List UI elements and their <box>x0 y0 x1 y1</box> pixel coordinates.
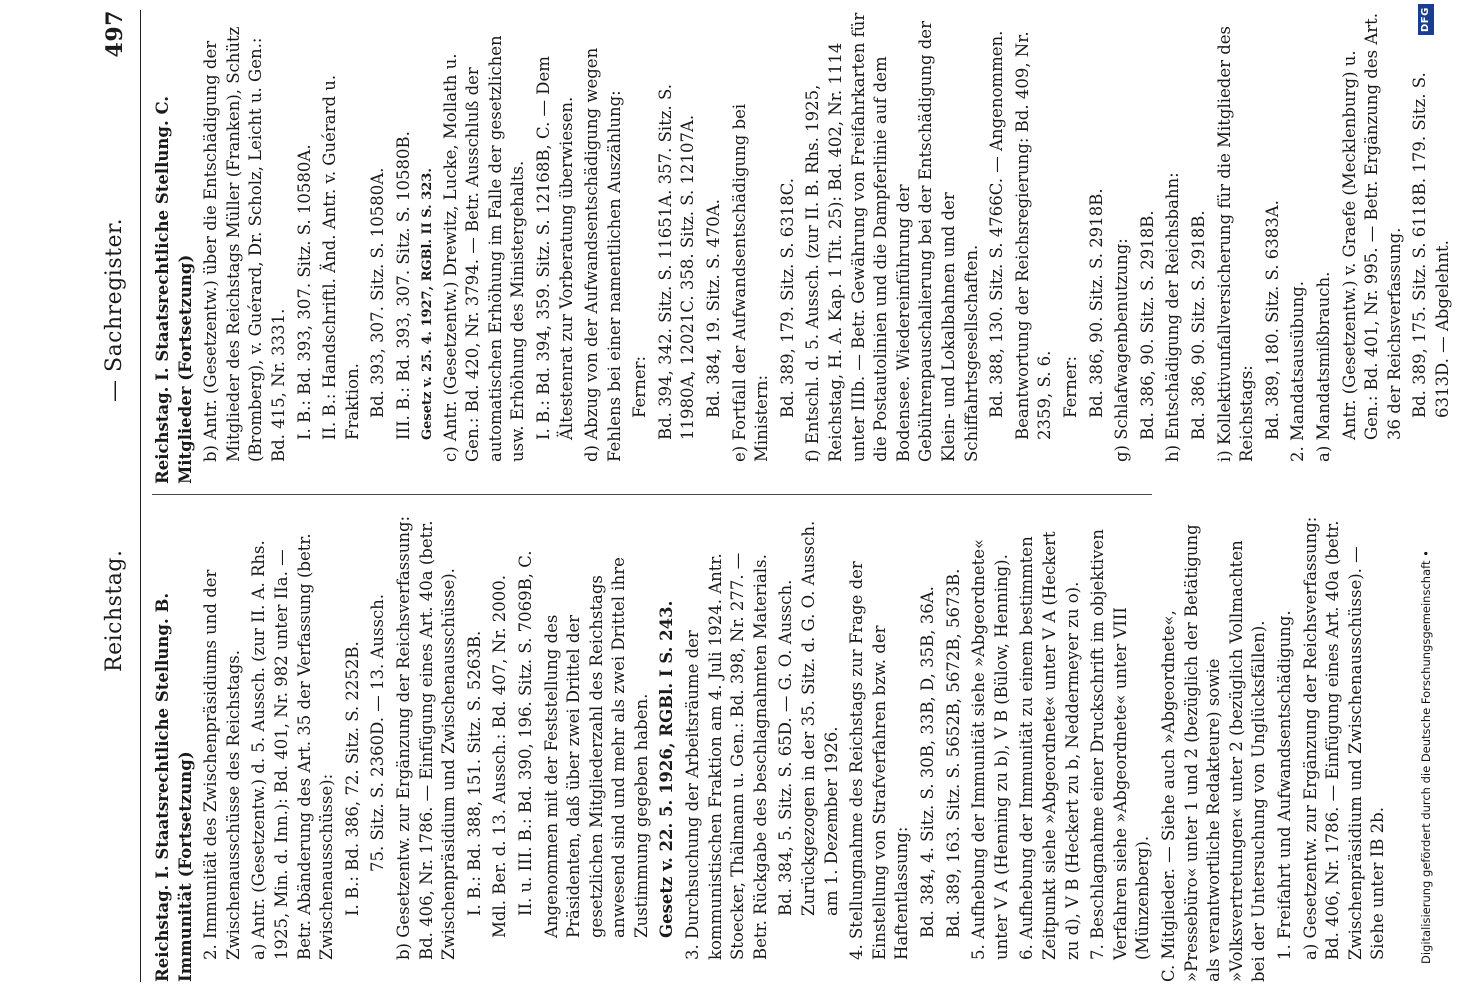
register-entry: Reichstag. I. Staatsrechtliche Stellung. B. Immunität (Fortsetzung) <box>153 592 195 982</box>
register-entry: 75. Sitz. S. 2360D. — 13. Aussch. <box>368 593 388 872</box>
register-entry: f) Entschl. d. 5. Aussch. (zur II. B. Rhs. 1925, Reichstag, H. A. Kap. 1 Tit. 25): Bd. 402, Nr. 1114 unter IIIb. — Betr. Gewährung von Freifahrkarten für die Postautolinien und die Dampferlinie auf dem Bodensee. Wiedereinführung der Gebührenpauschalierung bei der Entschädigung der Klein- und Lokalbahnen und der Schiffahrtsgesellschaften. <box>803 12 981 462</box>
register-entry: Antr. (Gesetzentw.) v. Graefe (Mecklenburg) u. Gen.: Bd. 401, Nr. 995. — Betr. Ergänzung des Art. 36 der Reichsverfassung. <box>1339 12 1404 440</box>
register-entry: Angenommen mit der Feststellung des Präsidenten, daß über zwei Drittel der gesetzlichen Mitgliederzahl des Reichstags anwesend sind und mehr als zwei Drittel ihre Zustimmung gegeben haben. <box>541 557 651 938</box>
register-entry: II. B.: Handschriftl. Änd. Antr. v. Guérard u. Fraktion. <box>320 74 362 440</box>
register-entry: 3. Durchsuchung der Arbeitsräume der kommunistischen Fraktion am 4. Juli 1924. Antr. Stoecker, Thälmann u. Gen.: Bd. 398, Nr. 277. — Betr. Rückgabe des beschlagnahmten Materials. <box>683 552 770 960</box>
register-entry: Bd. 388, 130. Sitz. S. 4766C. — Angenommen. <box>987 30 1007 418</box>
register-entry: Bd. 389, 163. Sitz. S. 5652B, 5672B, 5673B. <box>943 568 963 938</box>
register-entry: b) Antr. (Gesetzentw.) über die Entschädigung der Mitglieder des Reichstags Müller (Franken), Schütz (Bromberg), v. Guérard, Dr. Scholz, Leicht u. Gen.: Bd. 415, Nr. 3331. <box>201 26 288 462</box>
register-entry: II. u. III. B.: Bd. 390, 196. Sitz. S. 7069B, C. <box>515 550 535 916</box>
register-entry: Bd. 389, 180. Sitz. S. 6383A. <box>1262 200 1282 440</box>
register-entry: Bd. 384, 5. Sitz. S. 65D. — G. O. Aussch. Zurückgezogen in der 35. Sitz. d. G. O. Aussch. am 1. Dezember 1926. <box>776 520 841 916</box>
register-entry: Gesetz v. 25. 4. 1927, RGBl. II S. 323. <box>419 168 435 440</box>
header-left: Reichstag. <box>102 549 127 672</box>
register-entry: Bd. 393, 307. Sitz. S. 10580A. <box>368 167 388 418</box>
register-entry: Ferner: <box>630 355 650 418</box>
register-entry: a) Gesetzentw. zur Ergänzung der Reichsverfassung: Bd. 406, Nr. 1786. — Einfügung eines Art. 40a (betr. Zwischenpräsidium und Zwischenausschüsse). — Siehe unter IB 2b. <box>1300 516 1388 960</box>
register-entry: Bd. 386, 90. Sitz. S. 2918B. <box>1188 210 1208 440</box>
right-column <box>152 12 1457 484</box>
dfg-logo: DFG <box>1418 4 1434 35</box>
register-entry: i) Kollektivunfallversicherung für die Mitglieder des Reichstags: <box>1214 25 1257 462</box>
register-entry: C. Mitglieder. — Siehe auch »Abgeordnete«, »Pressebüro« unter 1 und 2 (bezüglich der Betätigung als verantwortliche Redakteure) sowie »Volksvertretungen« unter 2 (bezüglich Vollmachten bei der Untersuchung von Unglücksfällen). <box>1158 524 1269 982</box>
register-entry: 4. Stellungnahme des Reichstags zur Frage der Einstellung von Strafverfahren bzw. der Haftentlassung: <box>847 561 912 960</box>
header-center: — Sachregister. <box>102 217 127 402</box>
register-entry: Bd. 384, 4. Sitz. S. 30B, 33B, D, 35B, 36A. <box>918 586 937 938</box>
register-entry: Bd. 389, 175. Sitz. S. 6118B. 179. Sitz. S. 6313D. — Abgelehnt. <box>1410 72 1452 418</box>
page-header <box>100 10 140 982</box>
register-entry: 6. Aufhebung der Immunität zu einem bestimmten Zeitpunkt siehe »Abgeordnete« unter V A (Heckert zu d), V B (Heckert zu b, Neddermeyer zu o). <box>1017 531 1082 960</box>
register-entry: Bd. 386, 90. Sitz. S. 2918B. <box>1086 188 1106 418</box>
side-note <box>1418 0 1434 1000</box>
register-entry: Bd. 386, 90. Sitz. S. 2918B. <box>1137 210 1157 440</box>
register-entry: 7. Beschlagnahme einer Druckschrift im objektiven Verfahren siehe »Abgeordnete« unter VIII (Münzenberg). <box>1088 529 1153 960</box>
register-entry: h) Entschädigung der Reichsbahn: <box>1163 172 1183 462</box>
register-entry: I. B.: Bd. 388, 151. Sitz. S. 5263B. <box>464 630 484 916</box>
register-entry: Bd. 394, 342. Sitz. S. 11651A. 357. Sitz. S. 11980A, 12021C. 358. Sitz. S. 12107A. <box>655 84 698 440</box>
register-entry: I. B.: Bd. 393, 307. Sitz. S. 10580A. <box>294 144 314 440</box>
register-entry: Ferner: <box>1060 355 1080 418</box>
register-entry: 2. Mandatsausübung. <box>1288 280 1308 462</box>
register-entry: a) Antr. (Gesetzentw.) d. 5. Aussch. (zur II. A. Rhs. 1925, Min. d. Inn.): Bd. 401, Nr. 982 unter IIa. — Betr. Abänderung des Art. 35 der Verfassung (betr. Zwischenausschüsse): <box>249 533 337 960</box>
register-entry: e) Fortfall der Aufwandsentschädigung bei Ministern: <box>729 103 772 462</box>
register-entry: c) Antr. (Gesetzentw.) Drewitz, Lucke, Mollath u. Gen.: Bd. 420, Nr. 3794. — Betr. Ausschluß der automatischen Erhöhung im Falle der gesetzlichen usw. Erhöhung des Ministergehalts. <box>440 35 528 462</box>
register-entry: 5. Aufhebung der Immunität siehe »Abgeordnete« unter V A (Henning zu b), V B (Bülow, Henning). <box>969 538 1011 960</box>
register-entry: g) Schlafwagenbenutzung: <box>1112 238 1132 462</box>
register-entry: Reichstag. I. Staatsrechtliche Stellung. C. Mitglieder (Fortsetzung) <box>153 95 195 484</box>
left-column <box>152 510 1393 982</box>
register-entry: b) Gesetzentw. zur Ergänzung der Reichsverfassung: Bd. 406, Nr. 1786. — Einfügung eines Art. 40a (betr. Zwischenpräsidium und Zwischenausschüsse). <box>393 515 459 960</box>
register-entry: III. B.: Bd. 393, 307. Sitz. S. 10580B. <box>393 131 413 440</box>
register-entry: Bd. 384, 19. Sitz. S. 470A. <box>704 199 724 418</box>
register-entry: 2. Immunität des Zwischenpräsidiums und der Zwischenausschüsse des Reichstags. <box>201 569 243 960</box>
register-entry: a) Mandatsmißbrauch. <box>1313 271 1333 462</box>
register-entry: Mdl. Ber. d. 13. Aussch.: Bd. 407, Nr. 2000. <box>490 574 510 938</box>
register-entry: Gesetz v. 22. 5. 1926, RGBl. I S. 243. <box>657 600 677 938</box>
page-number: 497 <box>102 10 128 58</box>
register-entry: Beantwortung der Reichsregierung: Bd. 409, Nr. 2359, S. 6. <box>1012 31 1055 440</box>
register-entry: Bd. 389, 179. Sitz. S. 6318C. <box>777 177 797 418</box>
register-entry: 1. Freifahrt und Aufwandsentschädigung. <box>1274 610 1294 960</box>
side-note-text: Digitalisierung gefördert durch die Deutsche Forschungsgemeinschaft • <box>1419 550 1433 964</box>
register-entry: d) Abzug von der Aufwandsentschädigung wegen Fehlens bei einer namentlichen Auszählung: <box>582 47 624 462</box>
register-entry: I. B.: Bd. 386, 72. Sitz. S. 2252B. <box>342 641 362 916</box>
register-entry: I. B.: Bd. 394, 359. Sitz. S. 12168B, C. — Dem Ältestenrat zur Vorberatung überwiesen. <box>533 56 576 440</box>
header-rule <box>140 10 141 982</box>
